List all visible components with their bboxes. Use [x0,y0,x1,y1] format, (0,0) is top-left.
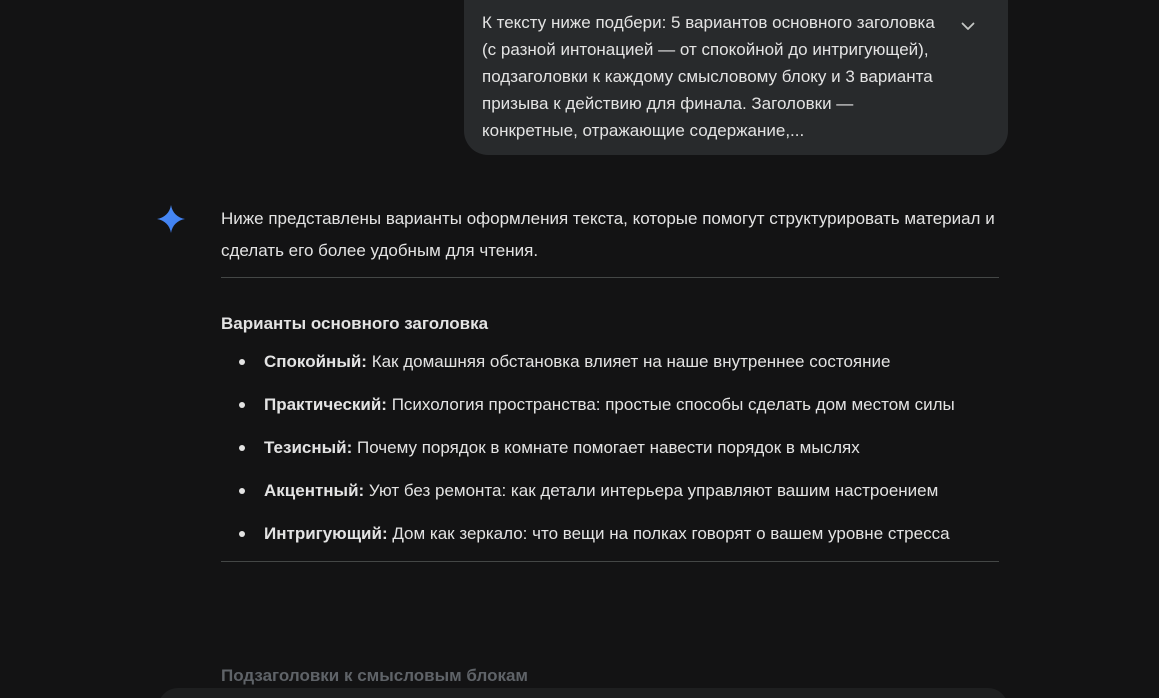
response-intro: Ниже представлены варианты оформления текста, которые помогут структурировать материал и сделать его более удобным для чтения. [221,209,995,260]
list-item [221,346,999,377]
divider [221,277,999,278]
list-item [221,518,999,549]
variant-label: Практический: [264,395,387,414]
expand-prompt-button[interactable] [956,14,980,38]
variant-label: Интригующий: [264,524,388,543]
next-section-heading: Подзаголовки к смысловым блокам [221,666,529,685]
variant-text: Дом как зеркало: что вещи на полках говорят о вашем уровне стресса [392,524,950,543]
gemini-sparkle-icon [157,205,185,233]
user-prompt-text: К тексту ниже подбери: 5 вариантов основного заголовка (с разной интонацией — от спокойной до интригующей), подзаголовки к каждому смысловому блоку и 3 варианта призыва к действию для финала. Заголовки — конкретные, отражающие содержание,... [482,13,935,140]
assistant-response [221,203,999,562]
variant-label: Тезисный: [264,438,353,457]
section-heading: Варианты основного заголовка [221,314,489,333]
list-item [221,389,999,420]
chevron-down-icon [961,22,975,31]
bullet-icon [239,402,245,408]
bullet-icon [239,445,245,451]
prompt-input-bar[interactable] [158,688,1008,698]
bullet-icon [239,488,245,494]
headline-variants-list [221,346,999,549]
variant-text: Как домашняя обстановка влияет на наше внутреннее состояние [371,352,891,371]
user-prompt-bubble [464,0,1008,155]
bullet-icon [239,531,245,537]
variant-text: Уют без ремонта: как детали интерьера управляют вашим настроением [368,481,939,500]
divider [221,561,999,562]
bullet-icon [239,359,245,365]
list-item [221,432,999,463]
variant-label: Акцентный: [264,481,365,500]
variant-text: Психология пространства: простые способы сделать дом местом силы [391,395,955,414]
variant-text: Почему порядок в комнате помогает навести порядок в мыслях [356,438,860,457]
variant-label: Спокойный: [264,352,367,371]
list-item [221,475,999,506]
